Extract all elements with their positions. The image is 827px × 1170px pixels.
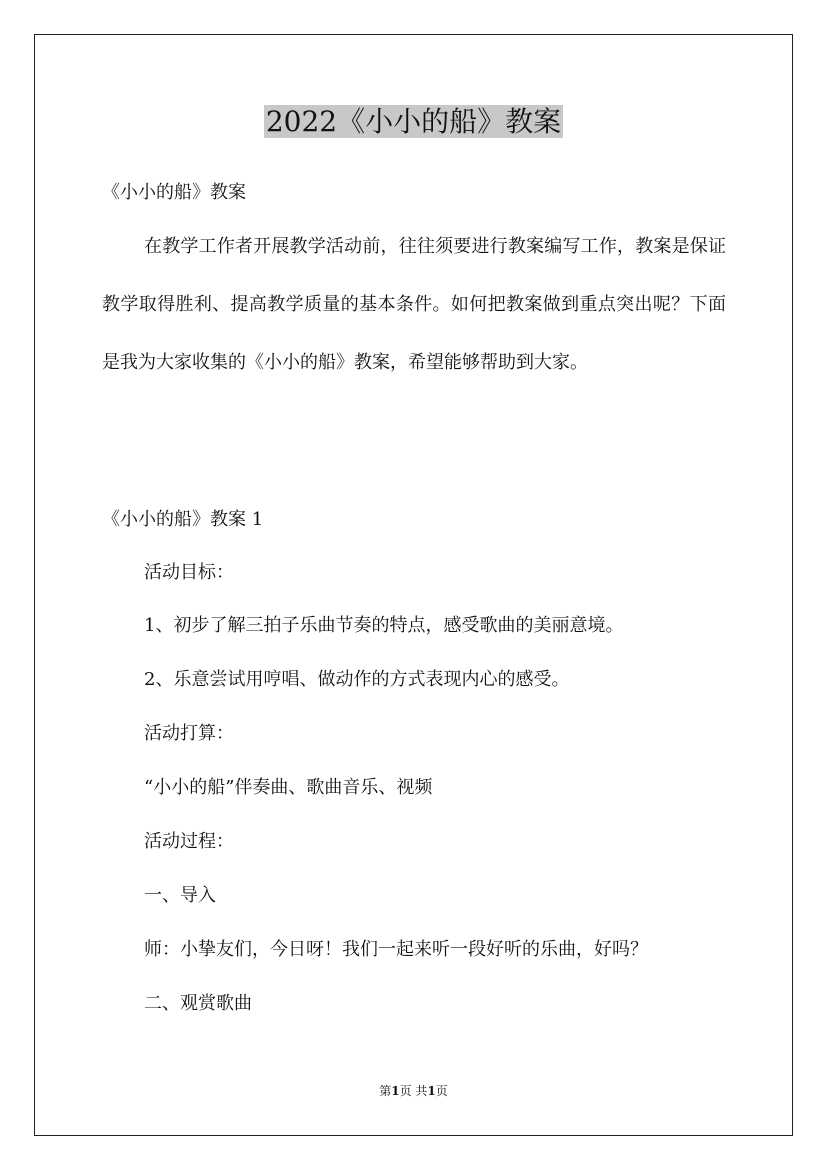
- footer-page-number: 1: [391, 1084, 400, 1098]
- body-line: 一、导入: [144, 885, 216, 906]
- intro-paragraph: 在教学工作者开展教学活动前，往往须要进行教案编写工作，教案是保证教学取得胜利、提高教学质量的基本条件。如何把教案做到重点突出呢？下面是我为大家收集的《小小的船》教案，希望能够帮助到大家。: [102, 236, 726, 373]
- body-line: 活动打算：: [144, 723, 234, 744]
- body-line: 活动目标：: [144, 562, 234, 583]
- page-footer: [0, 1083, 827, 1099]
- footer-suffix: 页: [435, 1084, 448, 1098]
- document-title-text: 2022《小小的船》教案: [265, 105, 562, 138]
- section-heading-lesson-1: 《小小的船》教案 1: [102, 509, 264, 530]
- footer-page-total: 1: [427, 1084, 436, 1098]
- footer-mid: 页 共: [399, 1084, 428, 1098]
- body-line: 活动过程：: [144, 831, 234, 852]
- body-line: 2、乐意尝试用哼唱、做动作的方式表现内心的感受。: [144, 669, 570, 690]
- section-heading-intro: 《小小的船》教案: [102, 182, 246, 203]
- footer-prefix: 第: [379, 1084, 392, 1098]
- body-line: 师：小挚友们，今日呀！我们一起来听一段好听的乐曲，好吗？: [144, 939, 648, 960]
- body-line: “小小的船”伴奏曲、歌曲音乐、视频: [144, 777, 433, 798]
- body-line: 二、观赏歌曲: [144, 993, 252, 1014]
- document-title: [0, 100, 827, 144]
- body-line: 1、初步了解三拍子乐曲节奏的特点，感受歌曲的美丽意境。: [144, 615, 624, 636]
